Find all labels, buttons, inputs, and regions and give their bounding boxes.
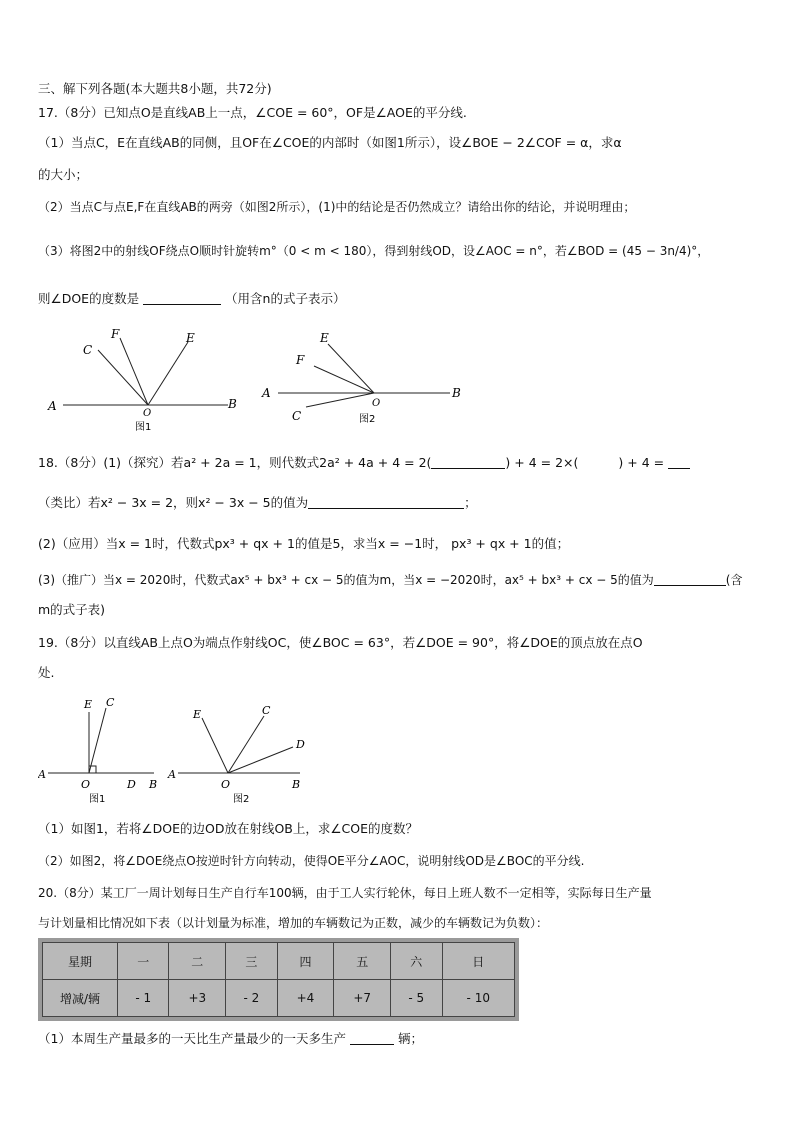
table-cell: - 2 [226,980,277,1017]
q17-figure-1 [47,327,237,433]
table-cell: - 10 [442,980,514,1017]
q18-blank-4[interactable] [654,572,726,586]
q19-part1: （1）如图1，若将∠DOE的边OD放在射线OB上，求∠COE的度数？ [38,821,419,836]
table-header-cell: 一 [118,943,169,980]
q17-part2: （2）当点C与点E,F在直线AB的两旁（如图2所示），(1)中的结论是否仍然成立？请给出你的结论，并说明理由； [38,200,636,214]
q19-fig1-caption: 图1 [89,794,106,805]
q20-part1-text: （1）本周生产量最多的一天比生产量最少的一天多生产 [38,1031,346,1046]
q19-fig2-label-e: E [193,708,202,721]
q18-line4-text: (3)（推广）当x = 2020时，代数式ax⁵ + bx³ + cx − 5的值为m，当x = −2020时，ax⁵ + bx³ + cx − 5的值为 [38,573,654,587]
q17-fig2-caption: 图2 [359,414,376,425]
q18-line1-part-c: ) + 4 = [618,455,665,470]
table-cell: - 1 [118,980,169,1017]
q19-figures [38,692,328,812]
q20-answer-blank[interactable] [350,1031,394,1045]
table-cell: +7 [334,980,391,1017]
fig2-label-e: E [320,331,329,345]
table-cell: +4 [277,980,334,1017]
q20-table [42,942,515,1017]
q19-fig2-label-o: O [221,778,231,791]
q17-stem: 17.（8分）已知点O是直线AB上一点，∠COE = 60°，OF是∠AOE的平分线. [38,105,467,120]
q19-fig1-label-o: O [81,778,91,791]
q18-line2 [38,494,477,512]
q20-line2: 与计划量相比情况如下表（以计划量为标准，增加的车辆数记为正数，减少的车辆数记为负数）： [38,916,549,930]
q19-figure-2 [167,704,305,805]
q17-figures [38,322,478,442]
q19-fig2-label-b: B [292,778,301,791]
q19-fig1-label-c: C [106,696,115,709]
q18-line4-end: (含 [725,573,743,587]
section-title: 三、解下列各题(本大题共8小题，共72分) [38,81,272,96]
q19-fig1-label-b: B [149,778,158,791]
q19-fig2-label-a: A [168,768,176,781]
q17-part3-line1: （3）将图2中的射线OF绕点O顺时针旋转m°（0 < m < 180），得到射线OD，设∠AOC = n°，若∠BOD = (45 − 3n/4)°， [38,244,710,258]
table-header-cell: 二 [169,943,226,980]
q19-figure-1 [38,696,157,805]
q18-line1-part-a: 18.（8分）(1)（探究）若a² + 2a = 1，则代数式2a² + 4a + 4 = 2( [38,455,432,470]
fig2-label-c: C [292,409,302,423]
table-header-cell: 六 [391,943,442,980]
q19-fig1-label-e: E [84,698,93,711]
table-cell: 增减/辆 [43,980,118,1017]
q17-figure-2 [261,331,461,425]
q19-fig2-caption: 图2 [233,794,250,805]
q17-part3-line2 [38,290,345,308]
fig2-label-f: F [296,353,305,367]
table-header-cell: 星期 [43,943,118,980]
table-cell: +3 [169,980,226,1017]
q19-line2: 处. [38,665,55,680]
table-header-cell: 四 [277,943,334,980]
q19-fig1-label-a: A [38,768,46,781]
q19-fig2-label-c: C [262,704,271,717]
q18-blank-3[interactable] [308,495,464,509]
q18-blank-2[interactable] [668,455,690,469]
q17-fig1-caption: 图1 [135,422,152,433]
q19-fig2-label-d: D [296,738,305,751]
fig1-label-o: O [143,408,152,419]
q19-line1: 19.（8分）以直线AB上点O为端点作射线OC，使∠BOC = 63°，若∠DOE = 90°，将∠DOE的顶点放在点O [38,635,643,650]
table-row [43,980,515,1017]
fig2-label-o: O [372,398,381,409]
q18-blank-1[interactable] [431,455,505,469]
q20-part1 [38,1030,423,1048]
q18-line2-text: （类比）若x² − 3x = 2，则x² − 3x − 5的值为 [38,495,309,510]
q18-line2-end: ； [464,495,477,510]
q17-part3-suffix: （用含n的式子表示） [225,291,346,306]
fig2-label-b: B [452,386,461,400]
q18-line1-part-b: ) + 4 = 2×( [505,455,579,470]
table-header-cell: 三 [226,943,277,980]
q20-line1: 20.（8分）某工厂一周计划每日生产自行车100辆，由于工人实行轮休，每日上班人数不一定相等，实际每日生产量 [38,886,652,900]
q18-line1 [38,454,690,472]
q19-part2: （2）如图2，将∠DOE绕点O按逆时针方向转动，使得OE平分∠AOC，说明射线OD是∠BOC的平分线. [38,854,585,868]
q18-line4 [38,571,742,589]
q18-line3: (2)（应用）当x = 1时，代数式px³ + qx + 1的值是5，求当x = −1时， px³ + qx + 1的值； [38,536,570,551]
q17-part1-line1: （1）当点C，E在直线AB的同侧，且OF在∠COE的内部时（如图1所示），设∠BOE − 2∠COF = α，求α [38,135,622,150]
table-header-cell: 五 [334,943,391,980]
q17-part3-prefix: 则∠DOE的度数是 [38,291,140,306]
q18-line5: m的式子表) [38,602,106,617]
fig1-label-f: F [111,327,120,341]
table-cell: - 5 [391,980,442,1017]
q17-answer-blank[interactable] [143,291,221,305]
fig1-label-c: C [83,343,93,357]
table-row [43,943,515,980]
fig1-label-a: A [48,399,57,413]
q19-fig1-label-d: D [127,778,136,791]
fig1-label-b: B [228,397,237,411]
fig1-label-e: E [186,331,195,345]
fig2-label-a: A [262,386,271,400]
q20-table-photo [38,938,519,1021]
q20-part1-end: 辆； [397,1031,423,1046]
table-header-cell: 日 [442,943,514,980]
q17-part1-line2: 的大小； [38,167,89,182]
